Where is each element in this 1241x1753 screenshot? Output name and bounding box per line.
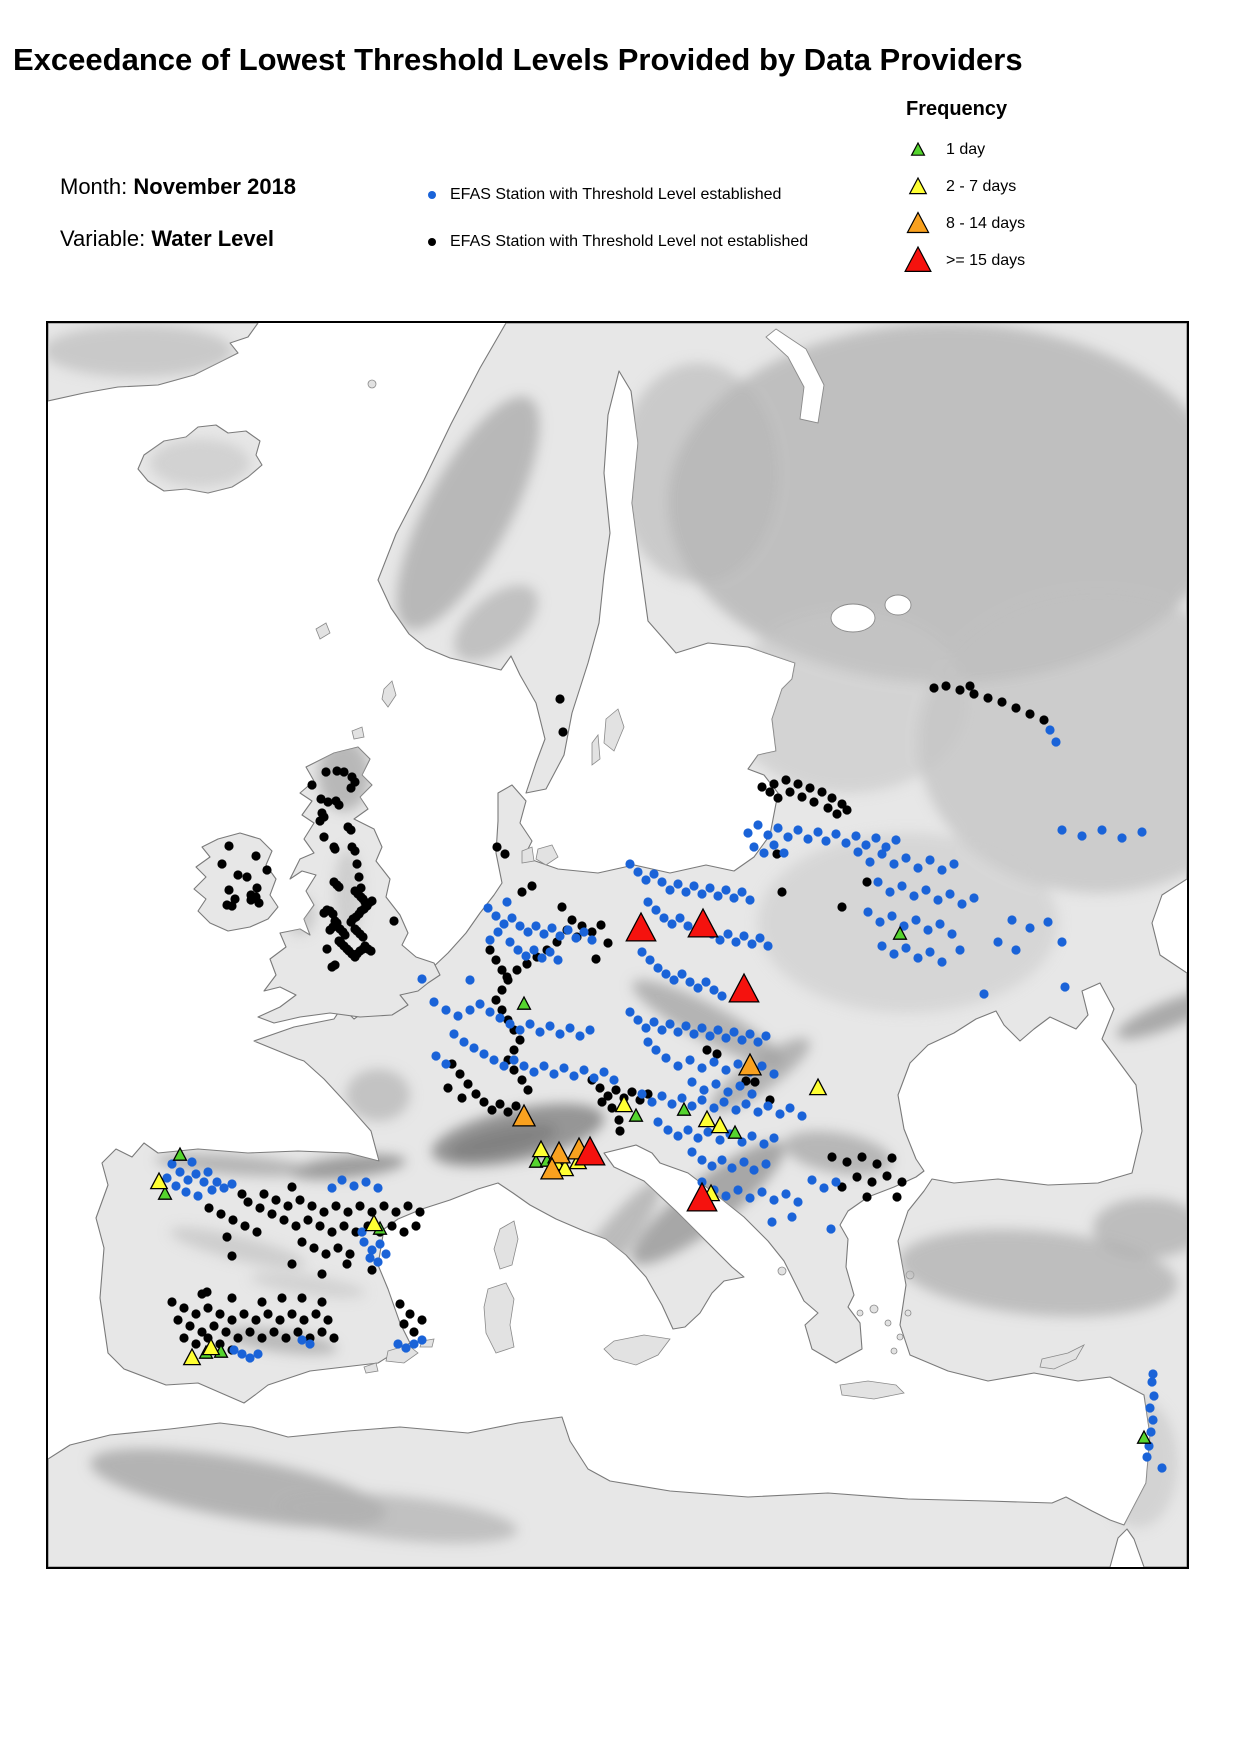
frequency-1day-label: 1 day — [946, 141, 986, 158]
month-field — [60, 174, 296, 200]
map-canvas — [48, 323, 1187, 1567]
green-triangle-icon — [898, 134, 938, 166]
variable-value: Water Level — [151, 226, 275, 251]
ireland — [194, 833, 278, 931]
frequency-legend-title: Frequency — [906, 98, 1008, 120]
black-station-dot-icon — [428, 238, 436, 246]
month-label: Month: — [60, 174, 128, 199]
aegean-island — [885, 1320, 891, 1326]
frequency-15days-label: >= 15 days — [946, 252, 1026, 269]
variable-field — [60, 226, 274, 252]
variable-label: Variable: — [60, 226, 146, 251]
frequency-2-7days-label: 2 - 7 days — [946, 178, 1017, 195]
legend-item-not-established — [428, 233, 808, 251]
aegean-island — [905, 1310, 911, 1316]
legend-established-label: EFAS Station with Threshold Level established — [450, 186, 782, 203]
legend-item-established — [428, 186, 781, 204]
aegean-island — [857, 1310, 863, 1316]
legend-not-established-label: EFAS Station with Threshold Level not established — [450, 233, 809, 250]
frequency-legend-item-15days — [898, 245, 1025, 277]
lake-onega — [885, 595, 911, 615]
aegean-island — [870, 1305, 878, 1313]
orange-triangle-icon — [898, 208, 938, 240]
aegean-island — [897, 1334, 903, 1340]
europe-map — [46, 321, 1189, 1569]
yellow-triangle-icon — [898, 171, 938, 203]
page-title: Exceedance of Lowest Threshold Levels Provided by Data Providers — [13, 42, 1023, 77]
jan-mayen — [368, 380, 376, 388]
red-triangle-icon — [898, 245, 938, 277]
blue-station-dot-icon — [428, 191, 436, 199]
month-value: November 2018 — [133, 174, 297, 199]
corfu — [778, 1267, 786, 1275]
frequency-legend-item-1day — [898, 134, 985, 166]
aegean-island — [891, 1348, 897, 1354]
frequency-legend-item-8-14days — [898, 208, 1025, 240]
frequency-legend-item-2-7days — [898, 171, 1016, 203]
lake-ladoga — [831, 604, 875, 632]
frequency-8-14days-label: 8 - 14 days — [946, 215, 1026, 232]
